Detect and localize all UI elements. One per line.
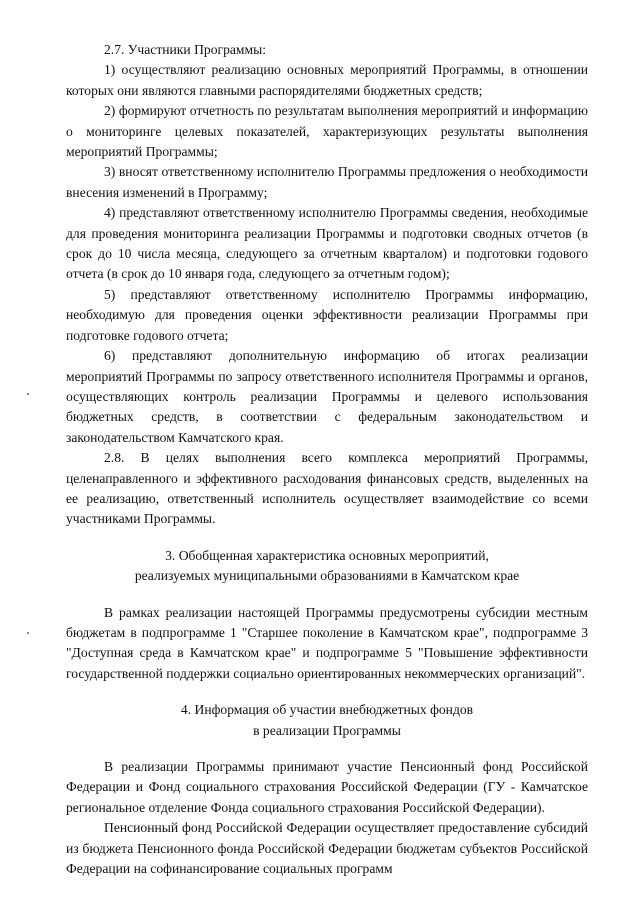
section-4-heading-line-2: в реализации Программы xyxy=(253,722,401,738)
section-2-7-title: 2.7. Участники Программы: xyxy=(104,42,267,57)
section-4-body-2: Пенсионный фонд Российской Федерации осуществляет предоставление субсидий из бюджета Пенсионного фонда Российской Федерации бюджетам субъектов Российской Федерации на софинансирование социальных программ xyxy=(66,820,588,877)
section-2-7-item-4: 4) представляют ответственному исполнителю Программы сведения, необходимые для проведения мониторинга реализации Программы и подготовки сводных отчетов (в срок до 10 числа месяца, следующего за отчетным кварталом) и подготовки годового отчета (в срок до 10 января года, следующего за отчетным годом); xyxy=(66,205,588,282)
section-3-heading-line-2: реализуемых муниципальными образованиями в Камчатском крае xyxy=(134,568,520,584)
section-2-7-item-6: 6) представляют дополнительную информацию об итогах реализации мероприятий Программы по запросу ответственного исполнителя Программы и органов, осуществляющих контроль реализации Программы и целевого использования бюджетных средств, в соответствии с федеральным законодательством и законодательством Камчатского края. xyxy=(66,348,588,445)
section-2-7-item-3: 3) вносят ответственному исполнителю Программы предложения о необходимости внесения изменений в Программу; xyxy=(66,164,588,200)
section-2-7-item-2: 2) формируют отчетность по результатам выполнения мероприятий и информацию о мониторинге целевых показателей, характеризующих результаты выполнения мероприятий Программы; xyxy=(66,103,588,160)
spacer xyxy=(66,741,588,757)
spacer xyxy=(66,530,588,546)
spacer xyxy=(66,587,588,603)
margin-mark xyxy=(27,393,29,395)
section-3-body: В рамках реализации настоящей Программы предусмотрены субсидии местным бюджетам в подпрограмме 1 "Старшее поколение в Камчатском крае", подпрограмме 3 "Доступная среда в Камчатском крае" и подпрограмме 5 "Повышение эффективности государственной поддержки социально ориентированных некоммерческих организаций". xyxy=(66,604,588,681)
section-2-8: 2.8. В целях выполнения всего комплекса мероприятий Программы, целенаправленного и эффективного расходования финансовых средств, выделенных на ее реализацию, ответственный исполнитель осуществляет взаимодействие со всеми участниками Программы. xyxy=(66,450,588,527)
margin-mark xyxy=(27,632,29,634)
spacer xyxy=(66,684,588,700)
section-4-heading-line-1: 4. Информация об участии внебюджетных фондов xyxy=(180,702,474,718)
section-3-heading-line-1: 3. Обобщенная характеристика основных мероприятий, xyxy=(165,547,489,563)
section-2-7-item-5: 5) представляют ответственному исполнителю Программы информацию, необходимую для проведения оценки эффективности реализации Программы при подготовке годового отчета; xyxy=(66,286,588,343)
section-2-7-item-1: 1) осуществляют реализацию основных мероприятий Программы, в отношении которых они являются главными распорядителями бюджетных средств; xyxy=(66,62,588,98)
section-4-body-1: В реализации Программы принимают участие Пенсионный фонд Российской Федерации и Фонд социального страхования Российской Федерации (ГУ - Камчатское региональное отделение Фонда социального страхования Российской Федерации). xyxy=(66,759,588,815)
document-page xyxy=(66,40,588,879)
